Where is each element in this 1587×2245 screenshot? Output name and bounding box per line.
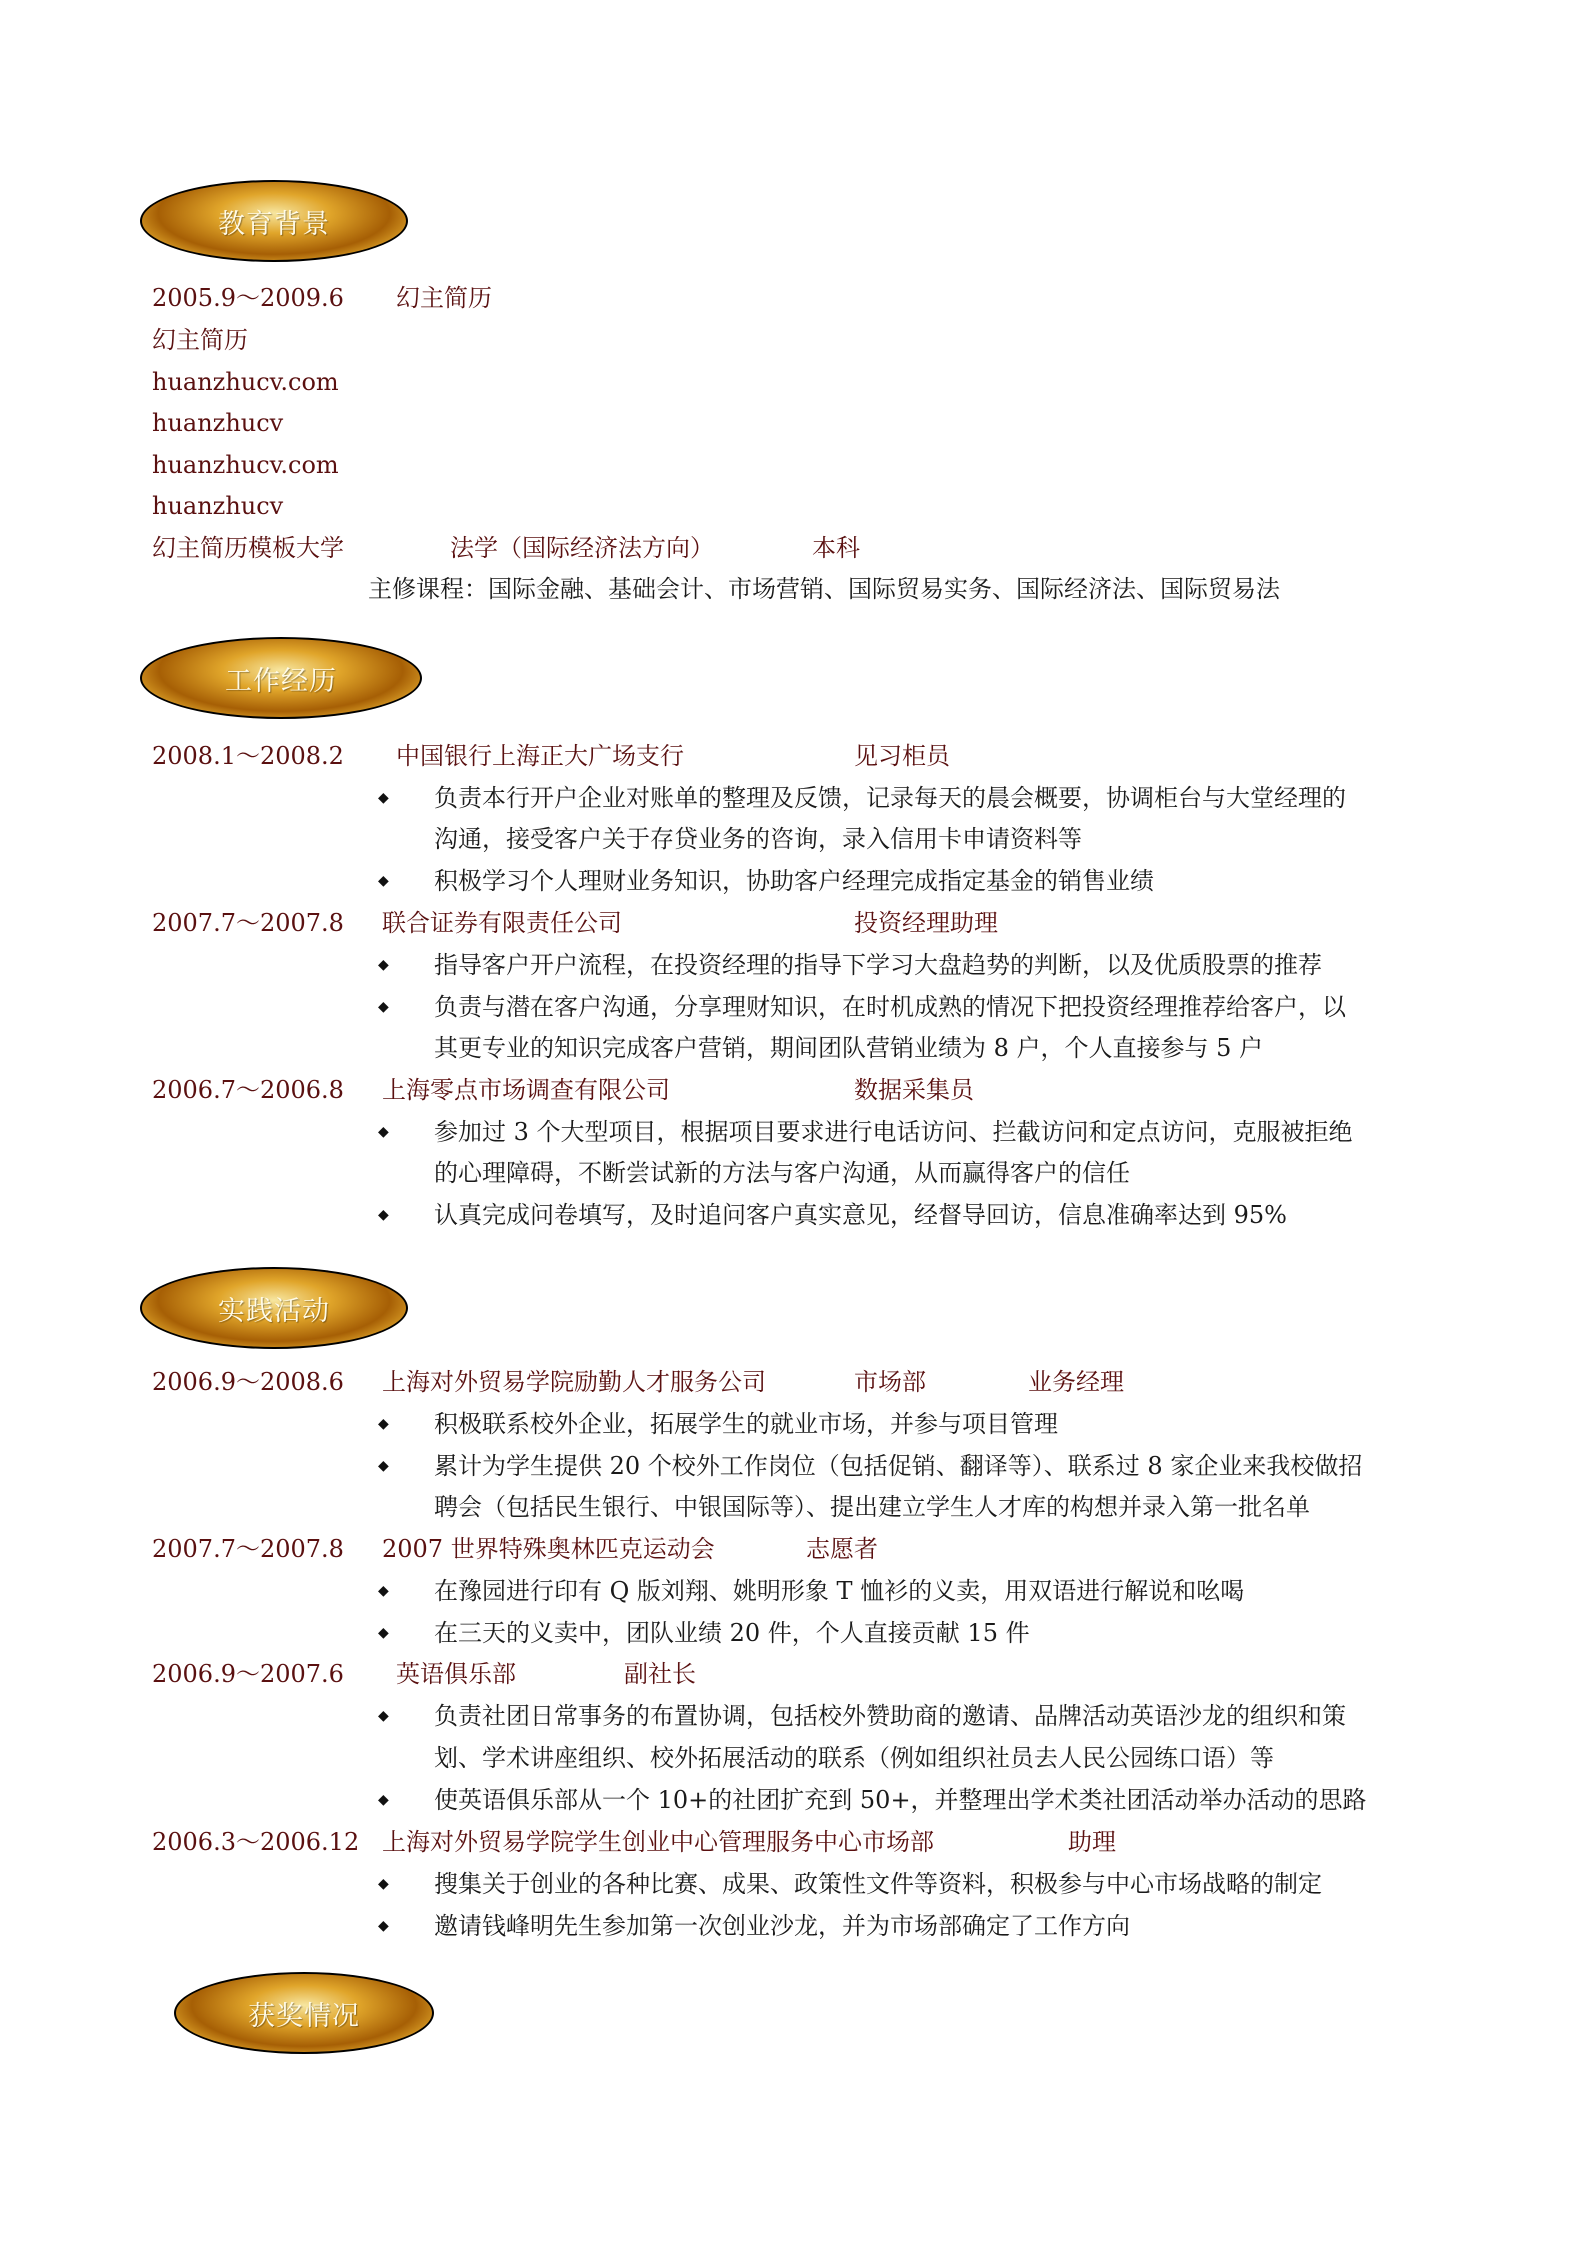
work-date: 2007.7～2007.8 [152, 909, 344, 937]
work-bullet-text: 的心理障碍，不断尝试新的方法与客户沟通，从而赢得客户的信任 [434, 1159, 1130, 1187]
bullet-icon: ◆ [378, 1207, 389, 1223]
work-org: 上海零点市场调查有限公司 [382, 1076, 670, 1104]
work-role: 数据采集员 [854, 1076, 974, 1104]
practice-org: 上海对外贸易学院学生创业中心管理服务中心市场部 [382, 1828, 934, 1856]
bullet-icon: ◆ [378, 1876, 389, 1892]
practice-bullet-text: 累计为学生提供 20 个校外工作岗位（包括促销、翻译等）、联系过 8 家企业来我校做招 [434, 1452, 1363, 1480]
section-title-awards: 获奖情况 [248, 2000, 360, 2032]
practice-dept: 市场部 [854, 1368, 926, 1396]
bullet-icon: ◆ [378, 1124, 389, 1140]
bullet-icon: ◆ [378, 1583, 389, 1599]
work-org: 中国银行上海正大广场支行 [396, 742, 684, 770]
education-title: 幻主简历 [396, 284, 492, 312]
practice-date: 2006.9～2007.6 [152, 1660, 344, 1688]
section-title-practice: 实践活动 [218, 1295, 330, 1327]
section-header-education [140, 180, 408, 262]
bullet-icon: ◆ [378, 873, 389, 889]
bullet-icon: ◆ [378, 1918, 389, 1934]
practice-org: 上海对外贸易学院励勤人才服务公司 [382, 1368, 766, 1396]
education-line: 幻主简历 [152, 326, 248, 354]
education-line: huanzhucv.com [152, 368, 339, 396]
work-bullet-text: 参加过 3 个大型项目，根据项目要求进行电话访问、拦截访问和定点访问，克服被拒绝 [434, 1118, 1353, 1146]
practice-bullet-text: 聘会（包括民生银行、中银国际等）、提出建立学生人才库的构想并录入第一批名单 [434, 1493, 1310, 1521]
work-bullet-text: 积极学习个人理财业务知识，协助客户经理完成指定基金的销售业绩 [434, 867, 1154, 895]
work-date: 2008.1～2008.2 [152, 742, 344, 770]
education-line: huanzhucv [152, 492, 284, 520]
bullet-icon: ◆ [378, 999, 389, 1015]
practice-bullet-text: 划、学术讲座组织、校外拓展活动的联系（例如组织社员去人民公园练口语）等 [434, 1744, 1274, 1772]
bullet-icon: ◆ [378, 1458, 389, 1474]
bullet-icon: ◆ [378, 1792, 389, 1808]
education-date: 2005.9～2009.6 [152, 284, 344, 312]
practice-bullet-text: 邀请钱峰明先生参加第一次创业沙龙，并为市场部确定了工作方向 [434, 1912, 1130, 1940]
section-header-work [140, 637, 422, 719]
practice-role: 业务经理 [1028, 1368, 1124, 1396]
bullet-icon: ◆ [378, 1625, 389, 1641]
practice-bullet-text: 搜集关于创业的各种比赛、成果、政策性文件等资料，积极参与中心市场战略的制定 [434, 1870, 1322, 1898]
work-bullet-text: 负责本行开户企业对账单的整理及反馈，记录每天的晨会概要，协调柜台与大堂经理的 [434, 784, 1346, 812]
practice-bullet-text: 使英语俱乐部从一个 10+的社团扩充到 50+，并整理出学术类社团活动举办活动的思路 [434, 1786, 1367, 1814]
work-role: 投资经理助理 [854, 909, 998, 937]
education-line: huanzhucv.com [152, 451, 339, 479]
work-date: 2006.7～2006.8 [152, 1076, 344, 1104]
practice-role: 助理 [1068, 1828, 1116, 1856]
practice-date: 2006.3～2006.12 [152, 1828, 360, 1856]
education-line: huanzhucv [152, 409, 284, 437]
practice-bullet-text: 负责社团日常事务的布置协调，包括校外赞助商的邀请、品牌活动英语沙龙的组织和策 [434, 1702, 1346, 1730]
practice-role: 副社长 [624, 1660, 696, 1688]
section-header-awards [174, 1972, 434, 2054]
education-school: 幻主简历模板大学 [152, 534, 344, 562]
bullet-icon: ◆ [378, 1416, 389, 1432]
practice-date: 2007.7～2007.8 [152, 1535, 344, 1563]
practice-bullet-text: 积极联系校外企业，拓展学生的就业市场，并参与项目管理 [434, 1410, 1058, 1438]
practice-org: 英语俱乐部 [396, 1660, 516, 1688]
education-courses: 主修课程：国际金融、基础会计、市场营销、国际贸易实务、国际经济法、国际贸易法 [368, 575, 1280, 603]
practice-org: 2007 世界特殊奥林匹克运动会 [382, 1535, 715, 1563]
practice-bullet-text: 在豫园进行印有 Q 版刘翔、姚明形象 T 恤衫的义卖，用双语进行解说和吆喝 [434, 1577, 1245, 1605]
education-major: 法学（国际经济法方向） [450, 534, 714, 562]
section-header-practice [140, 1267, 408, 1349]
section-title-education: 教育背景 [218, 208, 330, 240]
section-title-work: 工作经历 [225, 665, 337, 697]
work-role: 见习柜员 [854, 742, 950, 770]
education-degree: 本科 [812, 534, 860, 562]
bullet-icon: ◆ [378, 790, 389, 806]
work-bullet-text: 其更专业的知识完成客户营销，期间团队营销业绩为 8 户，个人直接参与 5 户 [434, 1034, 1264, 1062]
practice-bullet-text: 在三天的义卖中，团队业绩 20 件，个人直接贡献 15 件 [434, 1619, 1030, 1647]
work-bullet-text: 认真完成问卷填写，及时追问客户真实意见，经督导回访，信息准确率达到 95% [434, 1201, 1287, 1229]
work-org: 联合证券有限责任公司 [382, 909, 622, 937]
practice-role: 志愿者 [806, 1535, 878, 1563]
bullet-icon: ◆ [378, 1708, 389, 1724]
practice-date: 2006.9～2008.6 [152, 1368, 344, 1396]
bullet-icon: ◆ [378, 957, 389, 973]
work-bullet-text: 沟通，接受客户关于存贷业务的咨询，录入信用卡申请资料等 [434, 825, 1082, 853]
work-bullet-text: 指导客户开户流程，在投资经理的指导下学习大盘趋势的判断，以及优质股票的推荐 [434, 951, 1322, 979]
work-bullet-text: 负责与潜在客户沟通，分享理财知识，在时机成熟的情况下把投资经理推荐给客户，以 [434, 993, 1346, 1021]
